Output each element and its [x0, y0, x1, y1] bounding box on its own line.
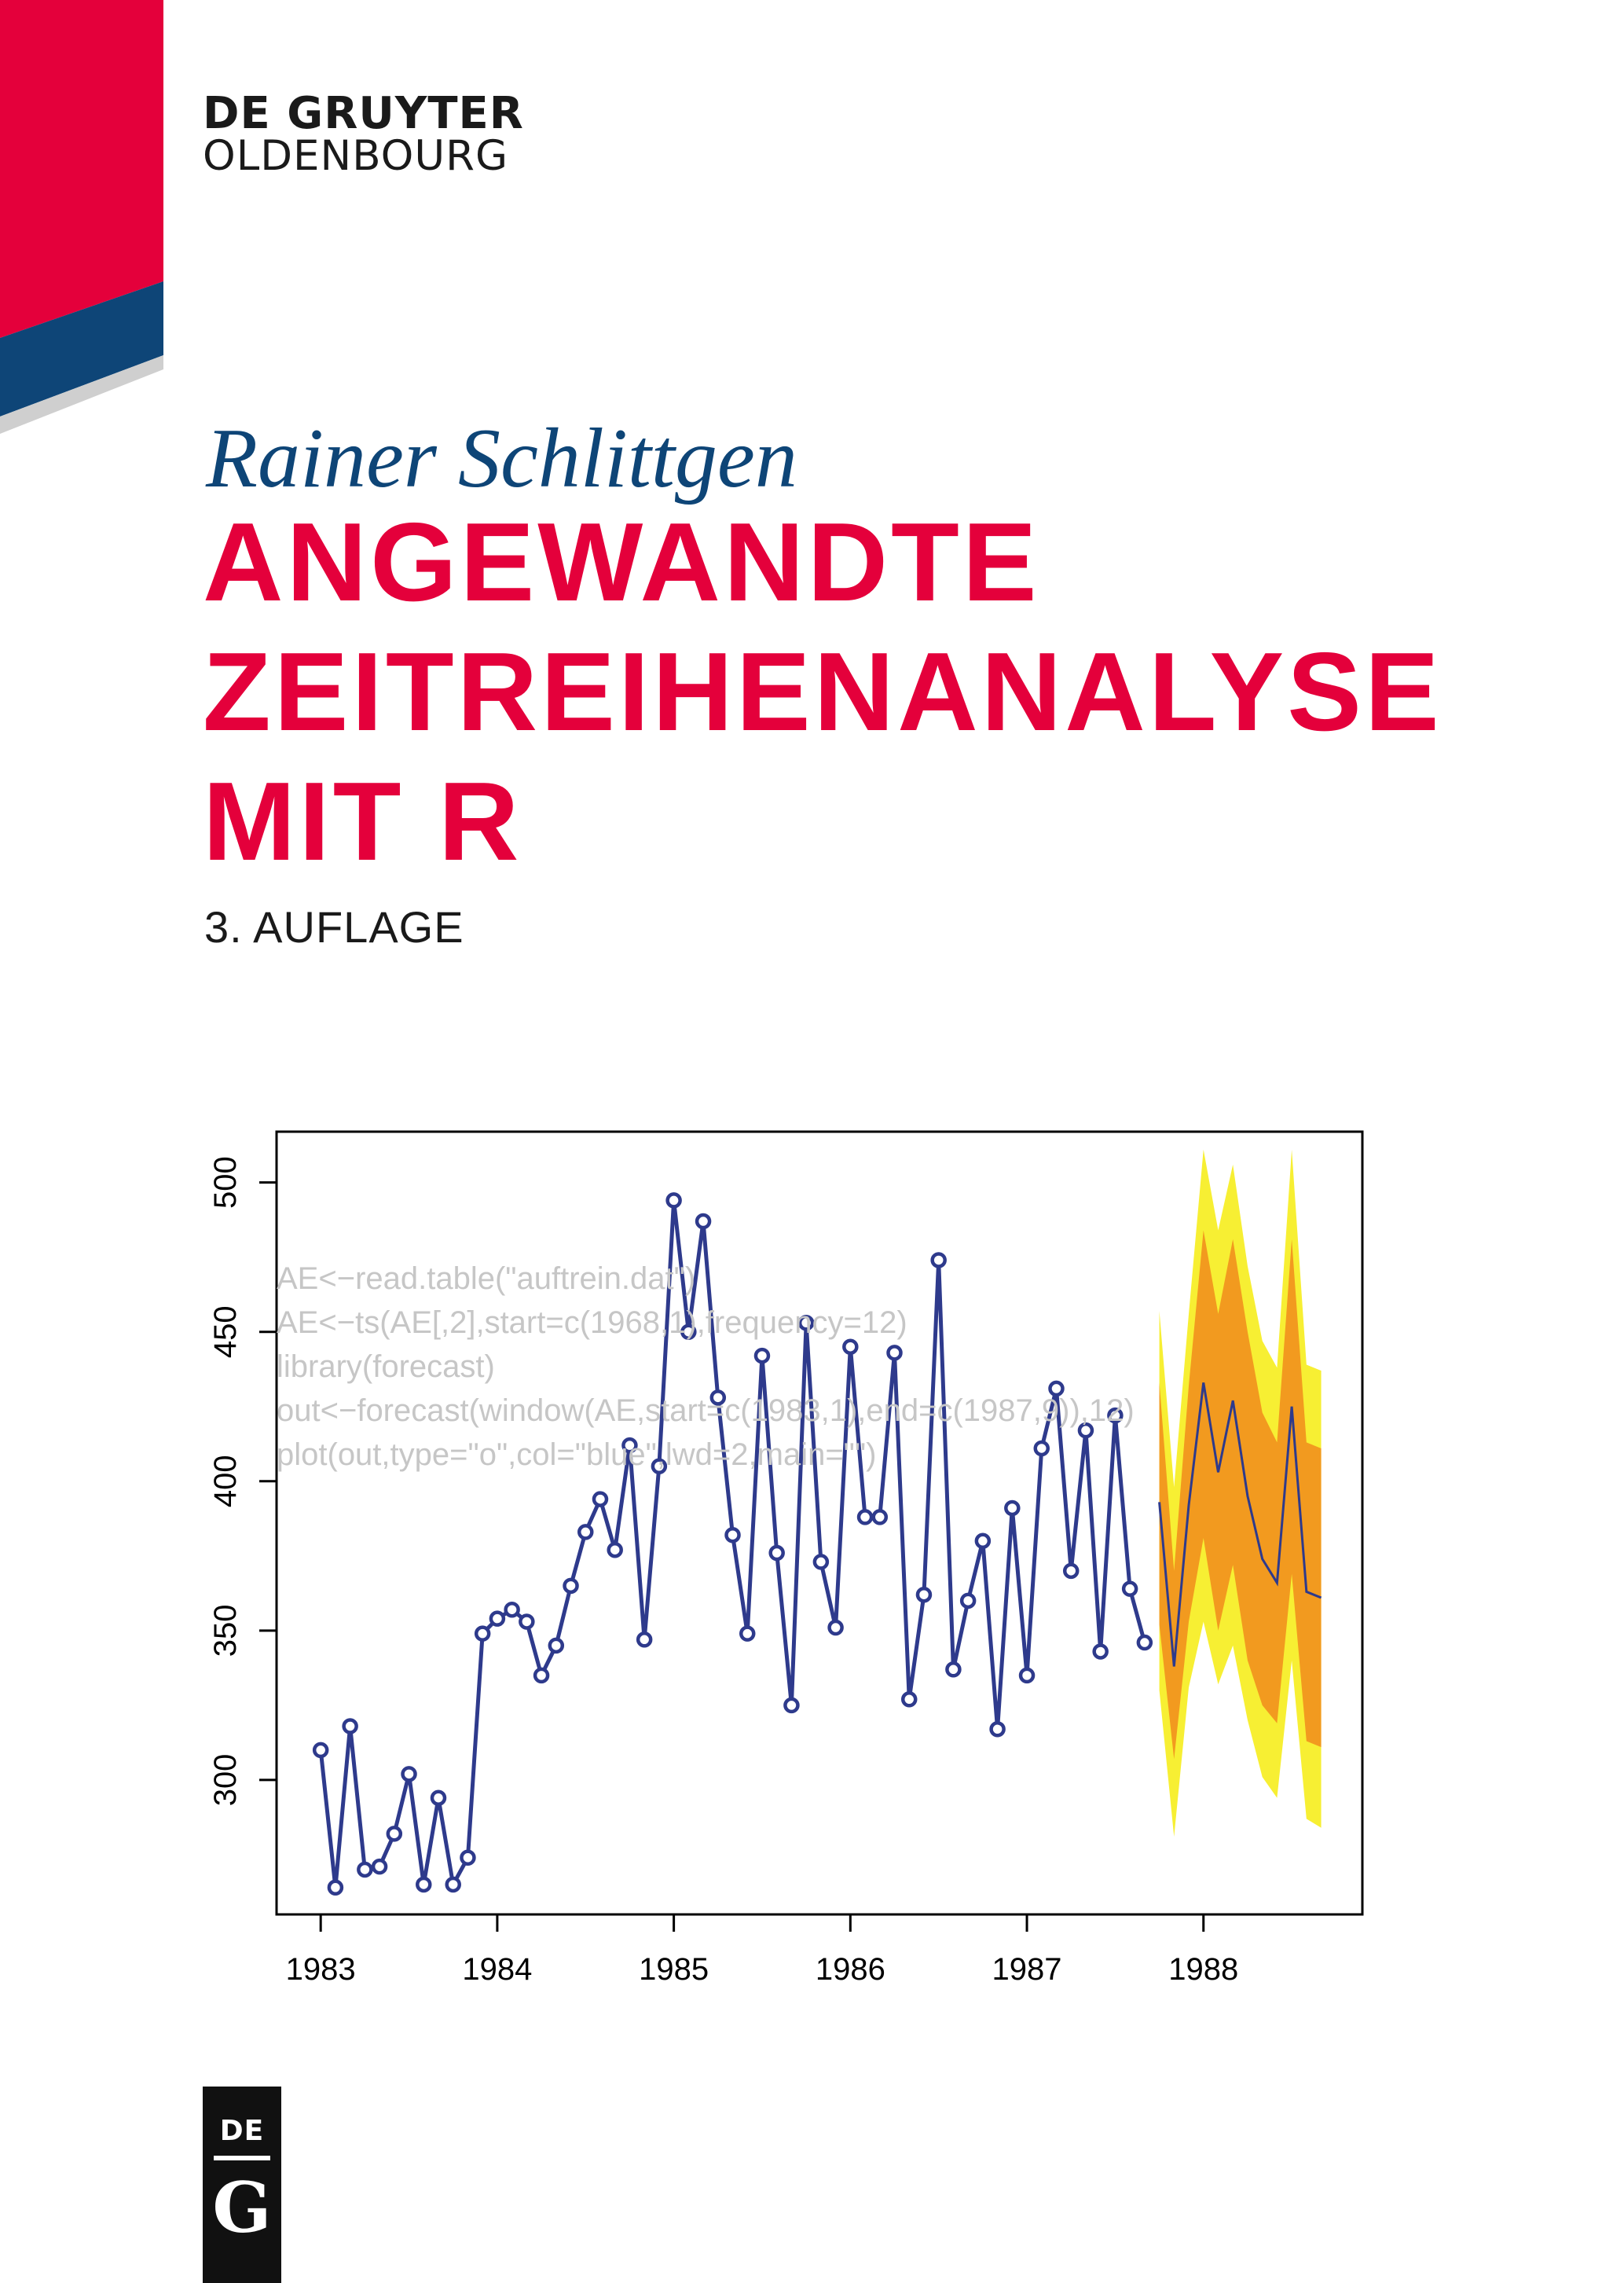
data-point: [638, 1633, 651, 1646]
data-point: [1138, 1636, 1151, 1649]
x-tick-label: 1985: [639, 1952, 709, 1987]
data-point: [874, 1510, 886, 1523]
data-point: [461, 1852, 474, 1864]
data-point: [844, 1341, 856, 1353]
data-point: [417, 1878, 430, 1891]
data-point: [771, 1547, 783, 1559]
data-point: [947, 1663, 959, 1676]
data-point: [535, 1669, 548, 1682]
x-tick-label: 1987: [992, 1952, 1062, 1987]
data-point: [358, 1863, 371, 1876]
data-point: [388, 1827, 401, 1840]
data-point: [1021, 1669, 1033, 1682]
book-title-line-2: ZEITREIHENANALYSE: [203, 629, 1443, 754]
data-point: [815, 1555, 827, 1568]
data-point: [609, 1543, 621, 1556]
observed-series-line: [321, 1200, 1145, 1887]
data-point: [579, 1525, 592, 1538]
y-tick-label: 350: [208, 1604, 243, 1657]
data-point: [889, 1346, 901, 1359]
data-point: [741, 1628, 753, 1640]
data-point: [992, 1723, 1004, 1735]
author-name: Rainer Schlittgen: [206, 412, 797, 505]
logo-divider: [214, 2156, 270, 2160]
data-point: [565, 1580, 577, 1592]
data-point: [1006, 1502, 1018, 1514]
data-point: [1065, 1565, 1077, 1577]
x-tick-label: 1988: [1168, 1952, 1239, 1987]
data-point: [594, 1493, 607, 1506]
publisher-logo: [203, 2087, 281, 2283]
data-point: [962, 1595, 974, 1607]
code-line-2: AE<−ts(AE[,2],start=c(1968,1),frequency=12): [277, 1305, 907, 1340]
data-point: [756, 1349, 768, 1362]
data-point: [506, 1603, 519, 1616]
data-point: [903, 1693, 915, 1705]
data-point: [476, 1628, 489, 1640]
data-point: [373, 1860, 386, 1873]
y-tick-label: 450: [208, 1305, 243, 1359]
code-line-1: AE<−read.table("auftrein.dat"): [277, 1261, 696, 1296]
data-point: [447, 1878, 460, 1891]
data-point: [668, 1194, 680, 1206]
x-tick-label: 1986: [815, 1952, 885, 1987]
data-point: [403, 1767, 416, 1780]
edition-label: 3. AUFLAGE: [204, 902, 464, 952]
y-tick-label: 300: [208, 1753, 243, 1807]
data-point: [1124, 1583, 1136, 1595]
data-point: [727, 1529, 739, 1541]
data-point: [1036, 1442, 1048, 1455]
data-point: [1094, 1645, 1107, 1657]
data-point: [314, 1744, 327, 1756]
data-point: [933, 1253, 945, 1266]
code-line-4: out<−forecast(window(AE,start=c(1983,1),end=c(1987,9)),12): [277, 1393, 1135, 1428]
book-title-line-1: ANGEWANDTE: [203, 500, 1040, 625]
book-title-line-3: MIT R: [203, 759, 522, 884]
data-point: [344, 1720, 357, 1733]
x-tick-label: 1983: [285, 1952, 356, 1987]
data-point: [859, 1510, 871, 1523]
code-line-3: library(forecast): [277, 1349, 495, 1384]
data-point: [432, 1792, 445, 1804]
logo-de-text: DE: [219, 2115, 265, 2147]
logo-g-text: G: [212, 2167, 272, 2248]
code-line-5: plot(out,type="o",col="blue",lwd=2,main=""): [277, 1437, 877, 1472]
x-tick-label: 1984: [462, 1952, 533, 1987]
publisher-imprint: OLDENBOURG: [203, 132, 509, 180]
data-point: [329, 1881, 342, 1894]
data-point: [697, 1215, 709, 1228]
y-tick-label: 500: [208, 1156, 243, 1209]
data-point: [785, 1699, 797, 1712]
data-point: [491, 1613, 504, 1625]
data-point: [977, 1535, 989, 1547]
data-point: [918, 1588, 930, 1601]
publisher-name: DE GRUYTER: [203, 88, 524, 139]
data-point: [520, 1615, 533, 1628]
data-point: [550, 1639, 563, 1652]
data-point: [830, 1621, 842, 1634]
y-tick-label: 400: [208, 1455, 243, 1508]
